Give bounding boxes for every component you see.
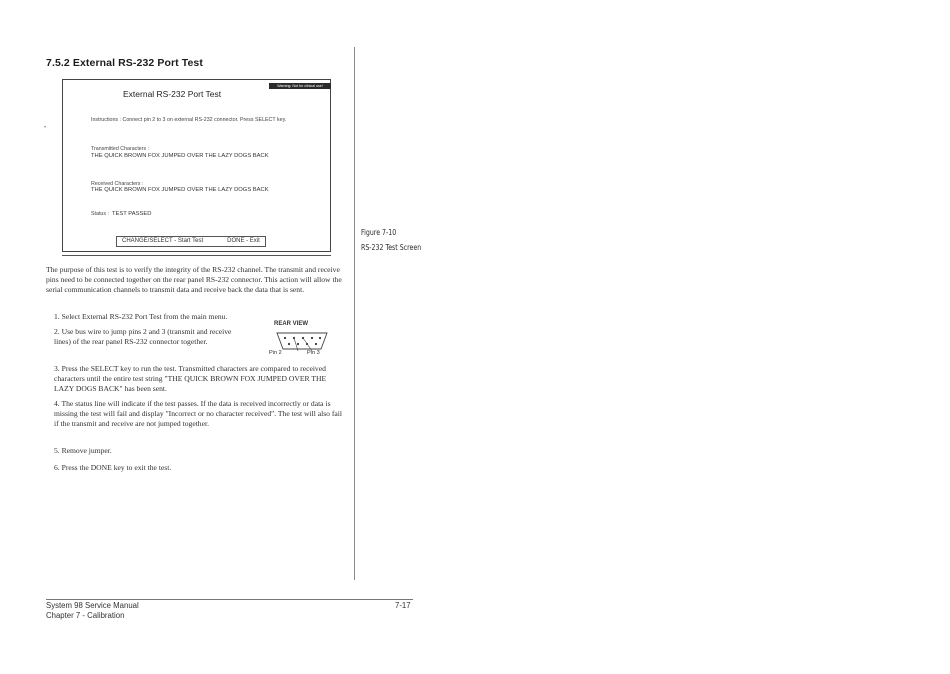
step-3: 3. Press the SELECT key to run the test. Transmitted characters are compared to received characters until the entire test string "THE QUICK BROWN FOX JUMPED OVER THE LAZY DOGS BACK" has been sent. (54, 364, 327, 393)
figure-number: Figure 7-10 (361, 228, 397, 237)
rear-view-label: REAR VIEW (274, 321, 309, 327)
warning-banner: Warning: Not for clinical use! (269, 83, 331, 89)
figure-caption: RS-232 Test Screen (361, 243, 422, 252)
intro-paragraph: The purpose of this test is to verify the integrity of the RS-232 channel. The transmit and receive pins need to be connected together on the rear panel RS-232 connector. This action will allow the serial communication channels to transmit data and receive back the data that is sent. (46, 265, 342, 294)
connector-pins (284, 337, 321, 345)
column-divider (354, 47, 355, 580)
transmitted-value: THE QUICK BROWN FOX JUMPED OVER THE LAZY DOGS BACK (91, 153, 269, 159)
footer-rule (46, 599, 413, 600)
page-number: 7-17 (395, 601, 411, 610)
margin-mark: • (44, 125, 47, 131)
received-value: THE QUICK BROWN FOX JUMPED OVER THE LAZY DOGS BACK (91, 187, 269, 193)
step-4: 4. The status line will indicate if the test passes. If the data is received incorrectly or data is missing the test will fail and display "Incorrect or no character received". The test will also fail if the transmit and receive are not jumped together. (54, 399, 342, 428)
exit-soft-key[interactable]: DONE - Exit (227, 238, 260, 244)
screen-underline (62, 255, 331, 256)
section-heading: 7.5.2 External RS-232 Port Test (46, 57, 203, 69)
status-label: Status : (91, 211, 109, 217)
pin-2-label: Pin 2 (269, 350, 282, 356)
connector-shell (277, 333, 327, 349)
transmitted-label: Transmitted Characters : (91, 146, 150, 152)
step-6: 6. Press the DONE key to exit the test. (54, 463, 172, 472)
test-screen-figure (62, 79, 331, 252)
screen-instructions: Instructions : Connect pin 2 to 3 on external RS-232 connector. Press SELECT key. (91, 117, 287, 123)
step-1: 1. Select External RS-232 Port Test from the main menu. (54, 312, 228, 321)
received-label: Received Characters : (91, 181, 144, 187)
soft-key-bar (116, 236, 266, 247)
status-value: TEST PASSED (111, 211, 152, 217)
pin-3-label: Pin 3 (307, 350, 320, 356)
step-2: 2. Use bus wire to jump pins 2 and 3 (transmit and receive lines) of the rear panel RS-232 connector together. (54, 327, 232, 346)
screen-title: External RS-232 Port Test (123, 89, 222, 99)
footer-chapter: Chapter 7 - Calibration (46, 611, 125, 620)
step-5: 5. Remove jumper. (54, 446, 112, 455)
footer-manual-title: System 98 Service Manual (46, 601, 139, 610)
start-test-soft-key[interactable]: CHANGE/SELECT - Start Test (122, 238, 204, 244)
status-line (91, 211, 151, 217)
